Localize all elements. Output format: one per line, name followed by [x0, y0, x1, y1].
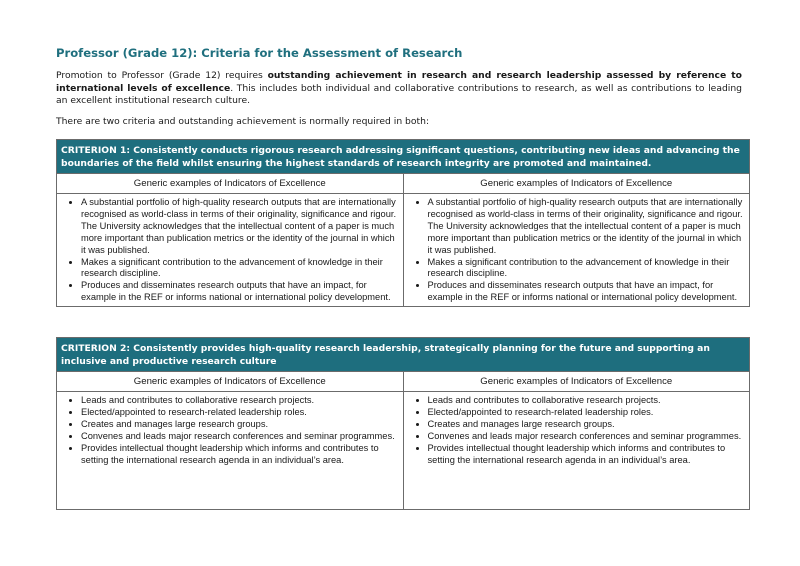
- list-item: • Produces and disseminates research outputs that have an impact, for example in the REF or informs national or international policy development.: [81, 280, 399, 304]
- list-item: • Makes a significant contribution to the advancement of knowledge in their research discipline.: [81, 257, 399, 281]
- intro-prefix: Promotion to Professor (Grade 12) requires: [56, 70, 268, 81]
- criterion-1-right-cell: [403, 194, 750, 307]
- criterion-1-column-left-header: Generic examples of Indicators of Excellence: [57, 174, 404, 194]
- list-item: • Leads and contributes to collaborative research projects.: [428, 395, 746, 407]
- criterion-1-heading: CRITERION 1: Consistently conducts rigorous research addressing significant questions, contributing new ideas and advancing the boundaries of the field whilst ensuring the highest standards of research integrity are promoted and maintained.: [57, 140, 750, 174]
- list-item: • Makes a significant contribution to the advancement of knowledge in their research discipline.: [428, 257, 746, 281]
- list-item: • Creates and manages large research groups.: [428, 419, 746, 431]
- intro-emphasis: outstanding achievement in research and research leadership assessed by reference to international levels of excellence: [56, 70, 742, 94]
- list-item: • Elected/appointed to research-related leadership roles.: [428, 407, 746, 419]
- document-title: Professor (Grade 12): Criteria for the Assessment of Research: [56, 46, 463, 60]
- criterion-2-left-list: [59, 395, 399, 466]
- list-item: • Provides intellectual thought leadership which informs and contributes to setting the international research agenda in an individual’s area.: [428, 443, 746, 467]
- list-item: • Produces and disseminates research outputs that have an impact, for example in the REF or informs national or international policy development.: [428, 280, 746, 304]
- intro-paragraph: [56, 70, 742, 108]
- list-item: • Provides intellectual thought leadership which informs and contributes to setting the international research agenda in an individual’s area.: [81, 443, 399, 467]
- criterion-1-table: [56, 139, 750, 307]
- intro-suffix: . This includes both individual and collaborative contributions to research, as well as contributions to leading an excellent institutional research culture.: [56, 82, 742, 107]
- list-item: • A substantial portfolio of high-quality research outputs that are internationally recognised as world-class in terms of their originality, significance and rigour. The University acknowledges that the intellectual content of a paper is much more important than publication metrics or the identity of the journal in which it was published.: [428, 197, 746, 257]
- criterion-2-column-left-header: Generic examples of Indicators of Excellence: [57, 372, 404, 392]
- criterion-2-column-right-header: Generic examples of Indicators of Excellence: [403, 372, 750, 392]
- criterion-2-table: [56, 337, 750, 510]
- criterion-1-right-list: [406, 197, 746, 304]
- criterion-2-right-list: [406, 395, 746, 466]
- list-item: • Convenes and leads major research conferences and seminar programmes.: [81, 431, 399, 443]
- criterion-1-column-right-header: Generic examples of Indicators of Excellence: [403, 174, 750, 194]
- list-item: • A substantial portfolio of high-quality research outputs that are internationally recognised as world-class in terms of their originality, significance and rigour. The University acknowledges that the intellectual content of a paper is much more important than publication metrics or the identity of the journal in which it was published.: [81, 197, 399, 257]
- criterion-2-heading: CRITERION 2: Consistently provides high-quality research leadership, strategically planning for the future and supporting an inclusive and productive research culture: [57, 338, 750, 372]
- list-item: • Leads and contributes to collaborative research projects.: [81, 395, 399, 407]
- criterion-1-left-cell: [57, 194, 404, 307]
- criterion-2-right-cell: [403, 392, 750, 510]
- list-item: • Elected/appointed to research-related leadership roles.: [81, 407, 399, 419]
- criterion-2-left-cell: [57, 392, 404, 510]
- criterion-1-left-list: [59, 197, 399, 304]
- list-item: • Convenes and leads major research conferences and seminar programmes.: [428, 431, 746, 443]
- criteria-lead-text: There are two criteria and outstanding achievement is normally required in both:: [56, 116, 430, 127]
- list-item: • Creates and manages large research groups.: [81, 419, 399, 431]
